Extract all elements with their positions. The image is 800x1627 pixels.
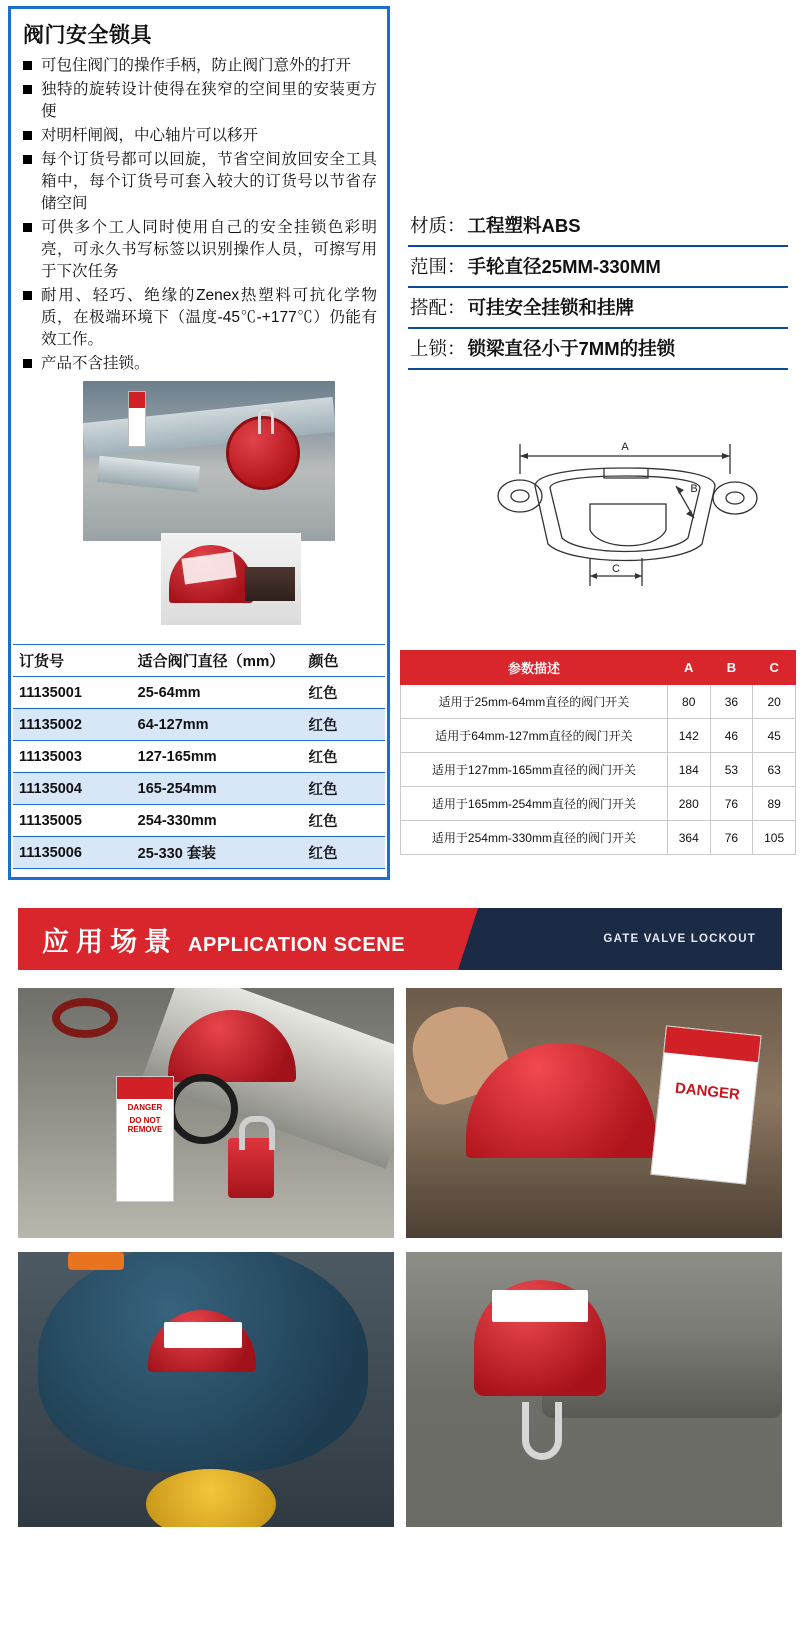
- spec-value: 工程塑料ABS: [467, 215, 581, 236]
- cell-color: 红色: [305, 805, 385, 837]
- page-title: 阀门安全锁具: [23, 24, 152, 47]
- cell-color: 红色: [305, 741, 385, 773]
- table-row: [13, 773, 385, 805]
- cell-description: 适用于127mm-165mm直径的阀门开关: [401, 753, 668, 787]
- hasp-icon: [168, 1074, 238, 1144]
- cell-description: 适用于64mm-127mm直径的阀门开关: [401, 719, 668, 753]
- cell-c: 89: [753, 787, 796, 821]
- product-spec-column: [400, 6, 796, 880]
- table-row: [13, 709, 385, 741]
- feature-text: 每个订货号都可以回旋，节省空间放回安全工具箱中，每个订货号可套入较大的订货号以节省存储空间: [41, 151, 377, 212]
- tag-band: [664, 1026, 760, 1062]
- danger-tag: [650, 1025, 761, 1184]
- parameter-table: [400, 650, 796, 855]
- tag-label: [492, 1290, 588, 1322]
- cell-diameter: 25-330 套装: [134, 837, 305, 869]
- product-photos: [21, 381, 377, 631]
- list-item: [21, 149, 377, 215]
- list-item: [21, 79, 377, 123]
- column-header-order-id: 订货号: [13, 645, 134, 677]
- feature-text: 可包住阀门的操作手柄，防止阀门意外的打开: [41, 57, 352, 74]
- feature-text: 独特的旋转设计使得在狭窄的空间里的安装更方便: [41, 81, 377, 120]
- valve-lockout-outline-icon: [480, 426, 780, 626]
- cell-diameter: 25-64mm: [134, 677, 305, 709]
- cell-b: 36: [710, 685, 753, 719]
- square-bullet-icon: [23, 85, 32, 94]
- column-header-b: B: [710, 651, 753, 685]
- table-row: [13, 837, 385, 869]
- cell-c: 63: [753, 753, 796, 787]
- scene-photo-3: [18, 1252, 394, 1527]
- dimension-label-a: A: [621, 441, 629, 453]
- table-row: [401, 753, 796, 787]
- spec-label: 材质：: [410, 215, 466, 236]
- cell-a: 142: [667, 719, 710, 753]
- column-header-a: A: [667, 651, 710, 685]
- scene-photo-4: [406, 1252, 782, 1527]
- spec-value: 可挂安全挂锁和挂牌: [467, 297, 635, 318]
- scene-photo-grid: [18, 988, 782, 1527]
- scene-photo-1: [18, 988, 394, 1238]
- banner-right-label: GATE VALVE LOCKOUT: [603, 933, 756, 945]
- padlock-icon: [228, 1138, 274, 1198]
- safety-tag-icon: [128, 391, 146, 447]
- order-number-table: [13, 644, 385, 869]
- list-item: [21, 55, 377, 77]
- feature-text: 产品不含挂锁。: [41, 355, 150, 372]
- handle-shape: [68, 1252, 124, 1270]
- application-scene-banner: [18, 908, 782, 970]
- dimension-label-b: B: [690, 483, 698, 495]
- square-bullet-icon: [23, 61, 32, 70]
- tag-band: [117, 1077, 173, 1099]
- table-header-row: [13, 645, 385, 677]
- square-bullet-icon: [23, 359, 32, 368]
- technical-drawing: [480, 426, 780, 626]
- list-item: [21, 217, 377, 283]
- spec-row-material: [408, 206, 788, 247]
- cell-b: 46: [710, 719, 753, 753]
- table-row: [13, 741, 385, 773]
- cell-color: 红色: [305, 677, 385, 709]
- column-header-diameter: 适合阀门直径（mm）: [134, 645, 305, 677]
- cell-b: 76: [710, 787, 753, 821]
- cell-c: 20: [753, 685, 796, 719]
- lockout-body-icon: [245, 567, 295, 601]
- cell-diameter: 254-330mm: [134, 805, 305, 837]
- tag-text: DANGER: [674, 1079, 741, 1104]
- spec-list: [408, 206, 788, 370]
- tag-subtext: DO NOT REMOVE: [127, 1116, 163, 1134]
- cell-order-id: 11135006: [13, 837, 134, 869]
- valve-lockout-icon: [474, 1280, 606, 1396]
- spec-value: 锁梁直径小于7MM的挂锁: [467, 338, 676, 359]
- cell-order-id: 11135001: [13, 677, 134, 709]
- square-bullet-icon: [23, 291, 32, 300]
- cell-color: 红色: [305, 837, 385, 869]
- column-header-description: 参数描述: [401, 651, 668, 685]
- dimension-label-c: C: [612, 563, 620, 575]
- spec-label: 范围：: [410, 256, 466, 277]
- banner-title-en: APPLICATION SCENE: [188, 933, 406, 956]
- spec-row-range: [408, 247, 788, 288]
- banner-title-group: [18, 920, 405, 959]
- banner-title-cn: 应用场景: [42, 926, 178, 957]
- table-row: [401, 685, 796, 719]
- tag-label: [164, 1322, 242, 1348]
- cell-order-id: 11135003: [13, 741, 134, 773]
- cell-description: 适用于25mm-64mm直径的阀门开关: [401, 685, 668, 719]
- square-bullet-icon: [23, 131, 32, 140]
- cell-diameter: 127-165mm: [134, 741, 305, 773]
- cell-c: 105: [753, 821, 796, 855]
- feature-text: 耐用、轻巧、绝缘的Zenex热塑料可抗化学物质，在极端环境下（温度-45℃-+177℃）仍能有效工作。: [41, 287, 377, 348]
- list-item: [21, 125, 377, 147]
- parameter-table-wrapper: [400, 650, 796, 855]
- cell-a: 364: [667, 821, 710, 855]
- table-row: [401, 787, 796, 821]
- cell-b: 76: [710, 821, 753, 855]
- cell-diameter: 64-127mm: [134, 709, 305, 741]
- tag-text: DANGER: [127, 1103, 163, 1112]
- feature-text: 可供多个工人同时使用自己的安全挂锁色彩明亮，可永久书写标签以识别操作人员，可擦写用于下次任务: [41, 219, 377, 280]
- cell-b: 53: [710, 753, 753, 787]
- valve-handwheel-icon: [52, 998, 118, 1038]
- square-bullet-icon: [23, 155, 32, 164]
- cell-a: 280: [667, 787, 710, 821]
- cell-description: 适用于165mm-254mm直径的阀门开关: [401, 787, 668, 821]
- cell-a: 184: [667, 753, 710, 787]
- cell-color: 红色: [305, 709, 385, 741]
- spec-row-lock: [408, 329, 788, 370]
- scene-photo-2: [406, 988, 782, 1238]
- valve-lockout-icon: [169, 545, 253, 603]
- square-bullet-icon: [23, 223, 32, 232]
- table-header-row: [401, 651, 796, 685]
- feature-text: 对明杆闸阀，中心轴片可以移开: [41, 127, 259, 144]
- column-header-c: C: [753, 651, 796, 685]
- table-row: [13, 805, 385, 837]
- cell-a: 80: [667, 685, 710, 719]
- list-item: [21, 353, 377, 375]
- product-info-card: [8, 6, 390, 880]
- danger-tag: [116, 1076, 174, 1202]
- table-row: [401, 719, 796, 753]
- valve-handwheel-icon: [146, 1469, 276, 1527]
- cell-order-id: 11135004: [13, 773, 134, 805]
- section-spacer: [0, 890, 800, 908]
- cell-c: 45: [753, 719, 796, 753]
- product-photo-installed: [83, 381, 335, 541]
- column-header-color: 颜色: [305, 645, 385, 677]
- valve-lockout-icon: [226, 416, 300, 490]
- spec-label: 搭配：: [410, 297, 466, 318]
- shackle-icon: [522, 1402, 562, 1460]
- list-item: [21, 285, 377, 351]
- cell-diameter: 165-254mm: [134, 773, 305, 805]
- feature-list: [21, 55, 377, 375]
- spec-row-pairing: [408, 288, 788, 329]
- cell-order-id: 11135005: [13, 805, 134, 837]
- product-photo-open: [161, 533, 301, 625]
- cell-order-id: 11135002: [13, 709, 134, 741]
- table-row: [13, 677, 385, 709]
- cell-description: 适用于254mm-330mm直径的阀门开关: [401, 821, 668, 855]
- spec-label: 上锁：: [410, 338, 466, 359]
- cell-color: 红色: [305, 773, 385, 805]
- spec-value: 手轮直径25MM-330MM: [467, 256, 661, 277]
- table-row: [401, 821, 796, 855]
